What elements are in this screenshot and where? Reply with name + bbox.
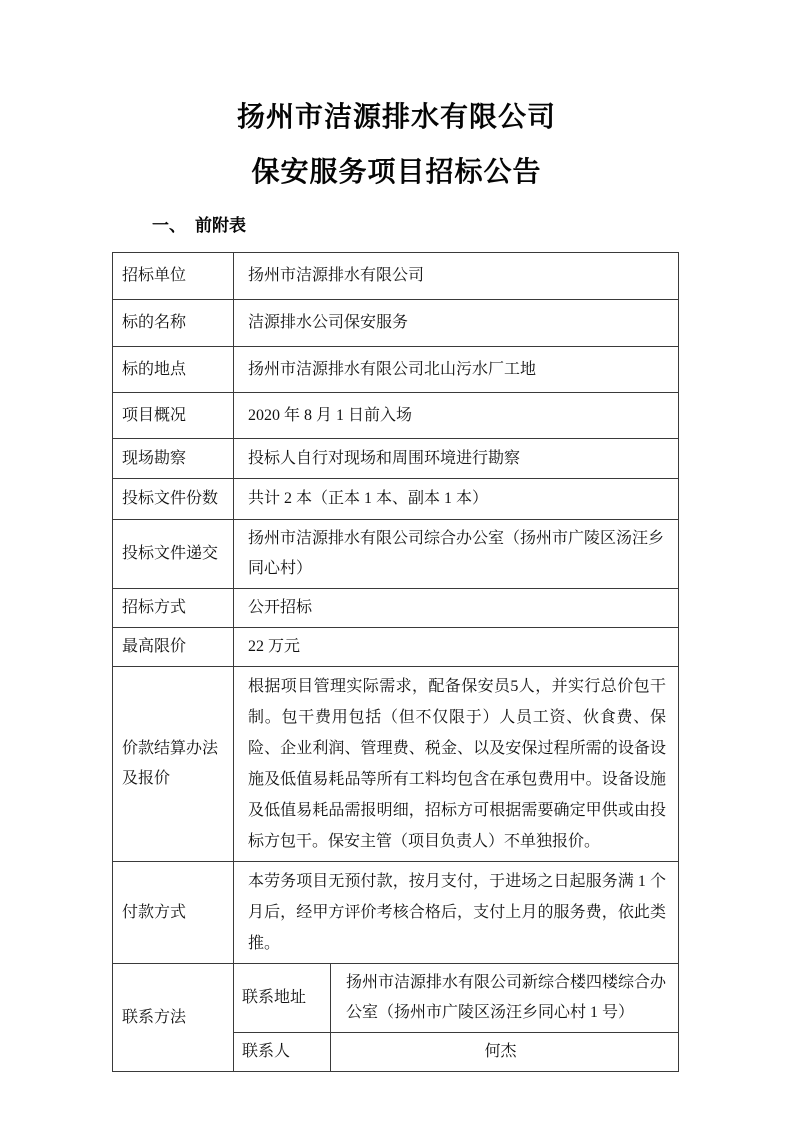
section-number: 一、 [152,216,186,235]
row-label: 标的地点 [113,347,234,393]
table-row [113,667,679,862]
row-value: 本劳务项目无预付款，按月支付，于进场之日起服务满 1 个月后，经甲方评价考核合格后，支付上月的服务费，依此类推。 [234,862,679,964]
table-row [113,347,679,393]
section-title: 前附表 [195,216,246,235]
row-label: 投标文件递交 [113,520,234,589]
doc-title-line2: 保安服务项目招标公告 [251,157,542,188]
contact-person-label: 联系人 [234,1033,331,1072]
doc-title-line1: 扬州市洁源排水有限公司 [236,102,556,133]
table-row-contact-address [113,964,679,1033]
row-value: 扬州市洁源排水有限公司北山污水厂工地 [234,347,679,393]
row-value: 共计 2 本（正本 1 本、副本 1 本） [234,479,679,520]
row-label: 招标单位 [113,253,234,300]
contact-address-label: 联系地址 [234,964,331,1033]
prequalification-table [112,252,679,1072]
table-row [113,393,679,439]
section-heading [152,215,793,237]
row-value: 22 万元 [234,628,679,667]
row-value: 扬州市洁源排水有限公司综合办公室（扬州市广陵区汤汪乡同心村） [234,520,679,589]
row-value: 公开招标 [234,589,679,628]
row-value: 投标人自行对现场和周围环境进行勘察 [234,439,679,479]
row-label: 价款结算办法及报价 [113,667,234,862]
table-row [113,479,679,520]
table-row [113,520,679,589]
table-row [113,589,679,628]
contact-method-label: 联系方法 [113,964,234,1072]
table-row [113,439,679,479]
row-label: 付款方式 [113,862,234,964]
table-row [113,862,679,964]
table-row [113,628,679,667]
row-label: 标的名称 [113,300,234,347]
table-row [113,300,679,347]
row-value: 洁源排水公司保安服务 [234,300,679,347]
contact-address-value: 扬州市洁源排水有限公司新综合楼四楼综合办公室（扬州市广陵区汤汪乡同心村 1 号） [331,964,679,1033]
row-label: 现场勘察 [113,439,234,479]
row-value: 2020 年 8 月 1 日前入场 [234,393,679,439]
row-label: 项目概况 [113,393,234,439]
contact-person-value: 何杰 [331,1033,679,1072]
table-row [113,253,679,300]
row-value: 扬州市洁源排水有限公司 [234,253,679,300]
row-value: 根据项目管理实际需求，配备保安员5人，并实行总价包干制。包干费用包括（但不仅限于）人员工资、伙食费、保险、企业利润、管理费、税金、以及安保过程所需的设备设施及低值易耗品等所有工料均包含在承包费用中。设备设施及低值易耗品需报明细，招标方可根据需要确定甲供或由投标方包干。保安主管（项目负责人）不单独报价。 [234,667,679,862]
row-label: 招标方式 [113,589,234,628]
row-label: 最高限价 [113,628,234,667]
row-label: 投标文件份数 [113,479,234,520]
